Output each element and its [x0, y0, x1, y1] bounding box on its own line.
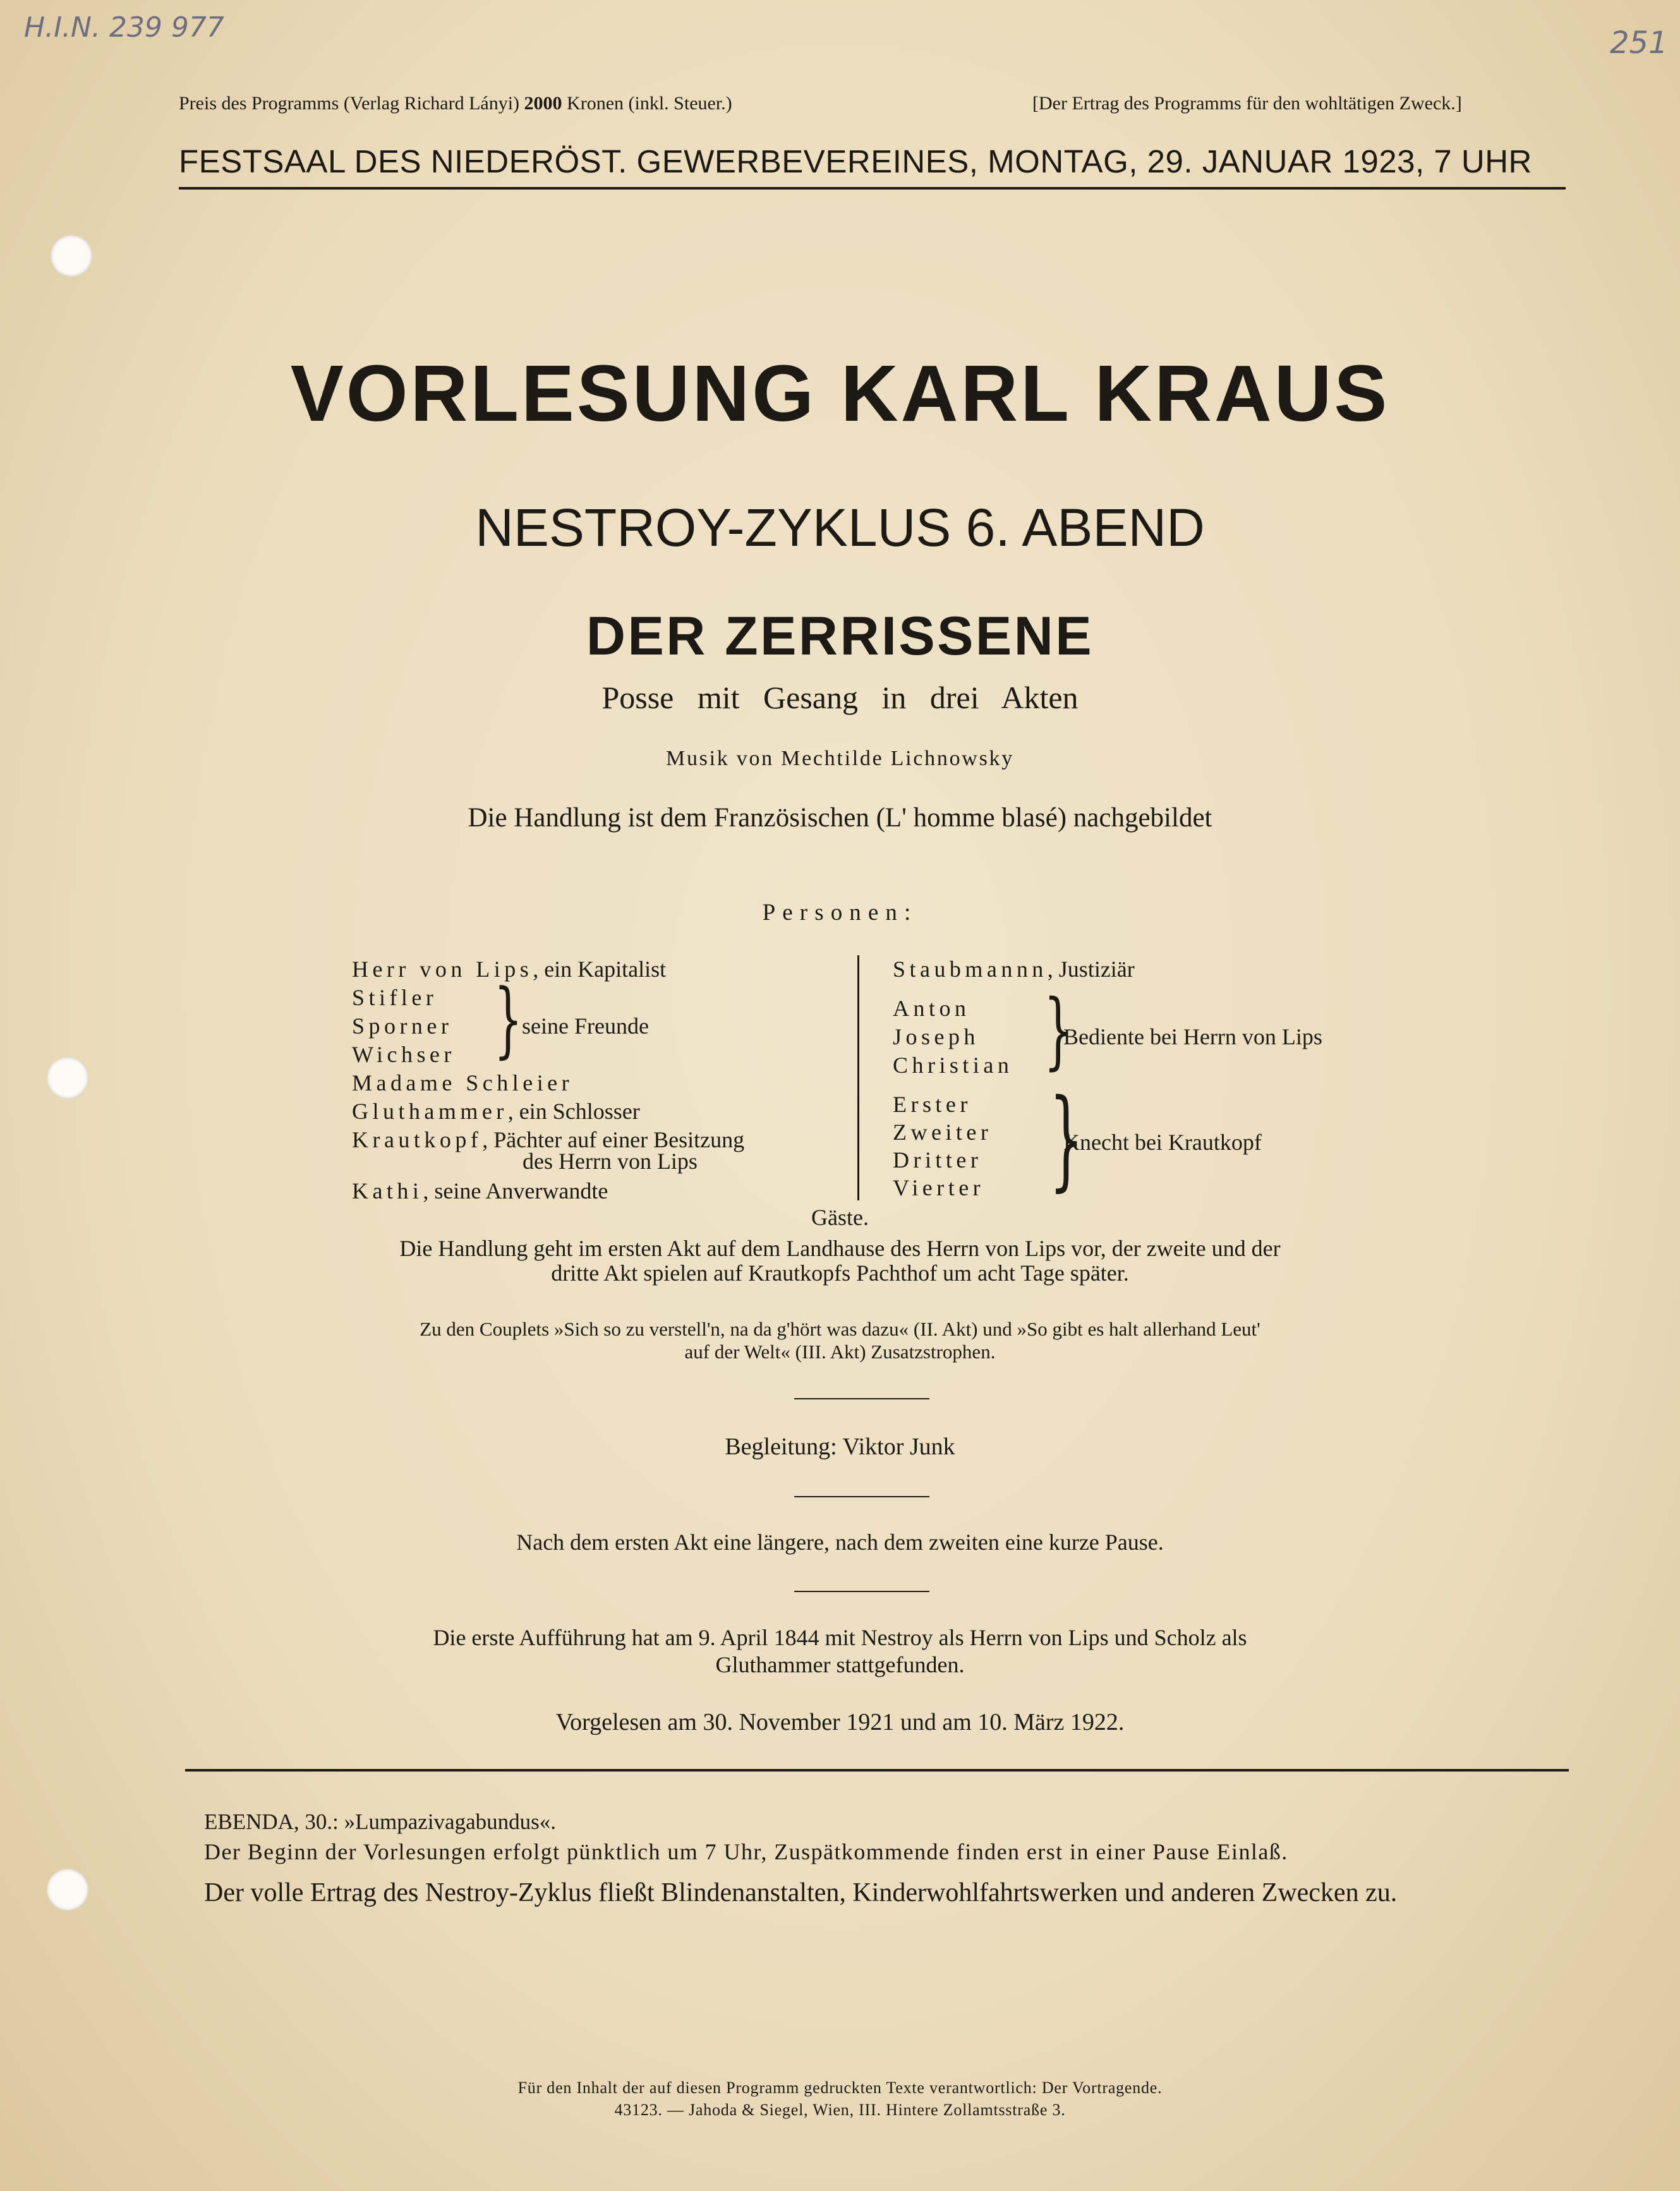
- punch-hole-middle: [47, 1057, 88, 1099]
- responsibility-line: Für den Inhalt der auf diesen Programm gedruckten Texte verantwortlich: Der Vortragende.: [517, 2079, 1163, 2097]
- accompaniment-name: Viktor Junk: [842, 1434, 955, 1460]
- separator-3: [794, 1591, 929, 1592]
- cast-guests: Gäste.: [811, 1205, 869, 1230]
- pause-line: Nach dem ersten Akt eine längere, nach dem zweiten eine kurze Pause.: [516, 1530, 1164, 1555]
- page-number: 251: [1610, 25, 1668, 61]
- venue-line: FESTSAAL DES NIEDERÖST. GEWERBEVEREINES, MONTAG, 29. JANUAR 1923, 7 UHR: [179, 143, 1532, 179]
- play-title: DER ZERRISSENE: [586, 606, 1094, 667]
- cast-dritter: Dritter: [893, 1147, 982, 1173]
- genre-line: Posse mit Gesang in drei Akten: [601, 680, 1079, 715]
- cast-servants-desc: Bediente bei Herrn von Lips: [1063, 1024, 1322, 1049]
- adaptation-line: Die Handlung ist dem Französischen (L' homme blasé) nachgebildet: [468, 803, 1212, 833]
- price-line: [179, 93, 732, 114]
- couplets-line-2: auf der Welt« (III. Akt) Zusatzstrophen.: [684, 1341, 996, 1363]
- setting-line-2: dritte Akt spielen auf Krautkopfs Pachthof um acht Tage später.: [551, 1260, 1129, 1286]
- music-line: Musik von Mechtilde Lichnowsky: [666, 747, 1014, 770]
- accompaniment-line: [0, 1433, 1680, 1461]
- previous-readings: Vorgelesen am 30. November 1921 und am 10. März 1922.: [555, 1709, 1125, 1735]
- ebenda-line: EBENDA, 30.: »Lumpazivagabundus«.: [204, 1809, 556, 1834]
- cycle-title: NESTROY-ZYKLUS 6. ABEND: [475, 498, 1205, 557]
- farmhands-brace: }: [1049, 1075, 1084, 1202]
- cast-vierter: Vierter: [893, 1175, 985, 1200]
- couplets-line-1: Zu den Couplets »Sich so zu verstell'n, na da g'hört was dazu« (II. Akt) und »So gibt es halt allerhand Leut': [420, 1318, 1260, 1340]
- printer-line: 43123. — Jahoda & Siegel, Wien, III. Hintere Zollamtsstraße 3.: [614, 2101, 1066, 2119]
- footer-rule: [185, 1769, 1569, 1772]
- premiere-line-2: Gluthammer stattgefunden.: [715, 1652, 965, 1677]
- cast-anton: Anton: [893, 996, 970, 1021]
- cast-schleier: Madame Schleier: [352, 1070, 574, 1096]
- cast-stifler: Stifler: [352, 985, 438, 1010]
- cast-friends-desc: seine Freunde: [522, 1013, 649, 1039]
- cast-wichser: Wichser: [352, 1042, 456, 1067]
- cast-gluthammer: Gluthammer, ein Schlosser: [352, 1099, 640, 1124]
- cast-kathi: Kathi, seine Anverwandte: [352, 1178, 608, 1204]
- premiere-line-1: Die erste Aufführung hat am 9. April 1844 mit Nestroy als Herrn von Lips und Scholz als: [433, 1625, 1247, 1650]
- header-rule: [179, 187, 1566, 190]
- proceeds-line: Der volle Ertrag des Nestroy-Zyklus fließt Blindenanstalten, Kinderwohlfahrtswerken und anderen Zwecken zu.: [204, 1878, 1398, 1907]
- cast-joseph: Joseph: [893, 1024, 979, 1049]
- cast-staubmann: Staubmannn, Justiziär: [893, 957, 1135, 982]
- cast-lips: Herr von Lips, ein Kapitalist: [352, 957, 667, 982]
- cast-divider: [857, 955, 859, 1200]
- cast-farmhands-desc: Knecht bei Krautkopf: [1063, 1130, 1262, 1155]
- price-amount: 2000: [524, 93, 562, 114]
- separator-2: [794, 1496, 929, 1497]
- cast-heading: Personen:: [762, 900, 918, 926]
- separator-1: [794, 1398, 929, 1399]
- price-suffix: Kronen (inkl. Steuer.): [567, 93, 732, 114]
- punch-hole-top: [51, 235, 92, 277]
- cast-krautkopf: Krautkopf, Pächter auf einer Besitzung: [352, 1127, 745, 1152]
- setting-line-1: Die Handlung geht im ersten Akt auf dem Landhause des Herrn von Lips vor, der zweite und der: [399, 1236, 1281, 1261]
- charity-note: [Der Ertrag des Programms für den wohltätigen Zweck.]: [1032, 93, 1462, 114]
- cast-erster: Erster: [893, 1092, 972, 1117]
- friends-brace: }: [493, 971, 523, 1067]
- cast-zweiter: Zweiter: [893, 1120, 993, 1145]
- cast-christian: Christian: [893, 1053, 1013, 1078]
- inventory-number: H.I.N. 239 977: [24, 11, 224, 44]
- price-label: Preis des Programms (Verlag Richard Lányi): [179, 93, 520, 114]
- cast-sporner: Sporner: [352, 1013, 453, 1039]
- beginning-line: Der Beginn der Vorlesungen erfolgt pünktlich um 7 Uhr, Zuspätkommende finden erst in einer Pause Einlaß.: [204, 1839, 1288, 1864]
- servants-brace: }: [1043, 982, 1073, 1079]
- punch-hole-bottom: [47, 1869, 88, 1910]
- main-title: VORLESUNG KARL KRAUS: [290, 349, 1390, 438]
- accompaniment-label: Begleitung:: [725, 1434, 837, 1460]
- cast-krautkopf-desc2: des Herrn von Lips: [523, 1149, 698, 1174]
